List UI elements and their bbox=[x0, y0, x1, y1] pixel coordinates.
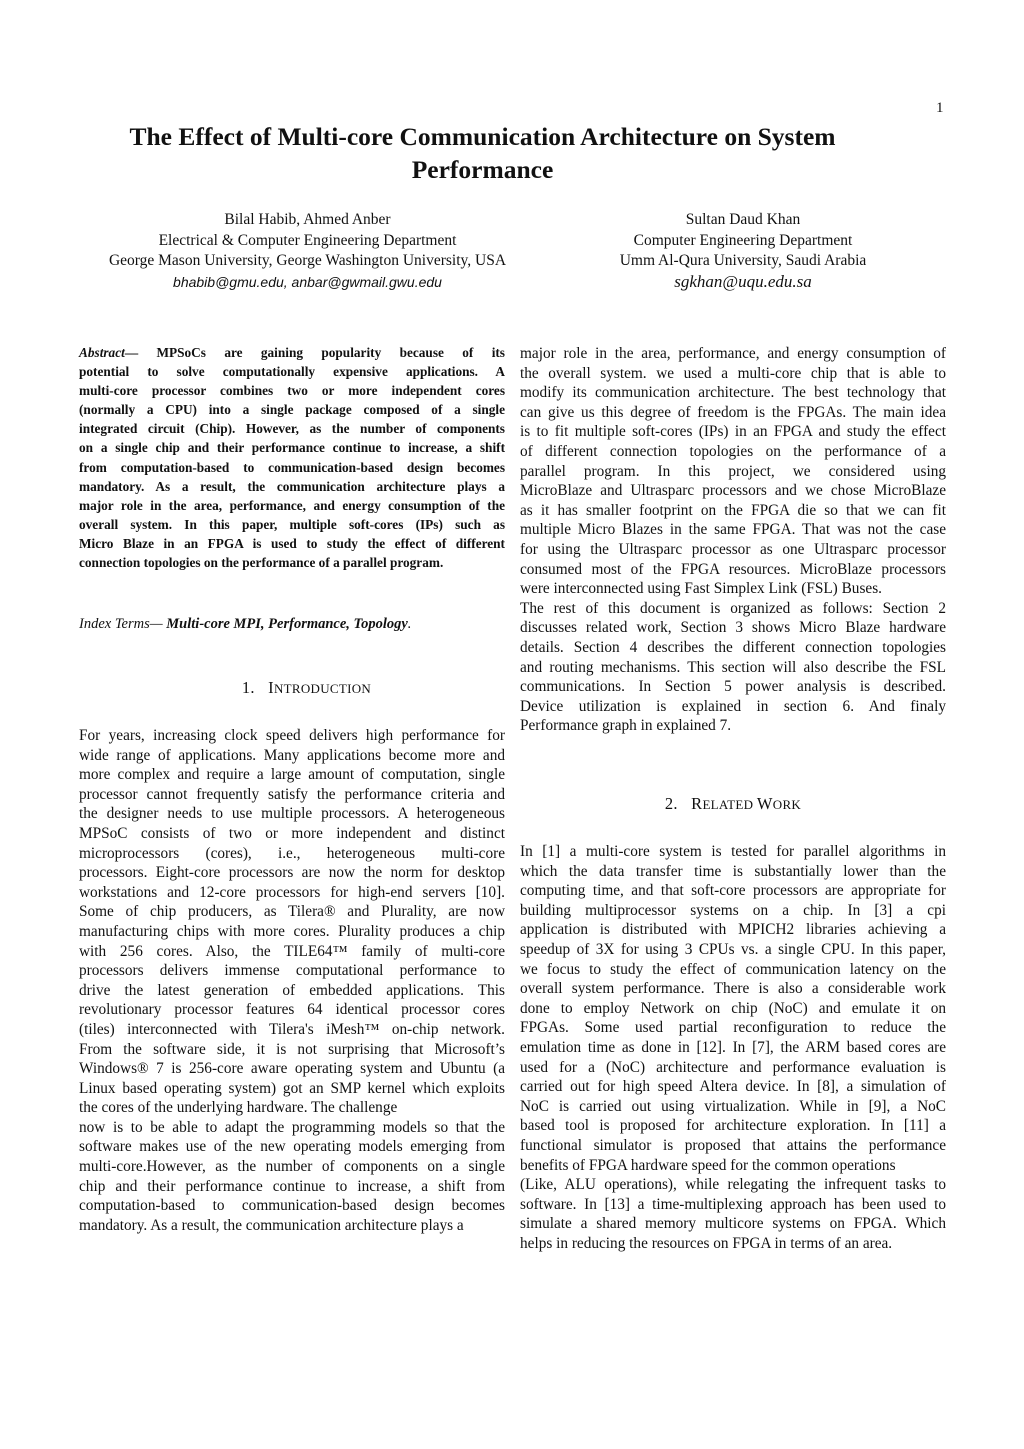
author-department: Computer Engineering Department bbox=[633, 231, 853, 249]
text-line: (normally a CPU) into a single package composed of a single bbox=[79, 402, 505, 418]
abstract-label: Abstract bbox=[79, 345, 125, 360]
author-block-left bbox=[60, 210, 555, 292]
text-line: NoC is carried out using virtualization. While in [9], a NoC bbox=[520, 1097, 946, 1115]
text-line: which the data transfer time is substantially lower than the bbox=[520, 862, 946, 880]
text-line: overall system performance. There is also a considerable work bbox=[520, 980, 946, 998]
text-line: emulation time as done in [12]. In [7], the ARM based cores are bbox=[520, 1038, 946, 1056]
section-title-rest: NTRODUCTION bbox=[273, 681, 372, 696]
index-terms-period: . bbox=[407, 616, 412, 632]
text-line: benefits of FPGA hardware speed for the common operations bbox=[520, 1156, 896, 1174]
text-line: building multiprocessor systems on a chip. In [3] a cpi bbox=[520, 901, 946, 919]
text-line: with 256 cores. Also, the TILE64™ family of multi-core bbox=[79, 942, 505, 960]
section-title-rest: ORK bbox=[772, 797, 802, 812]
text-line: Micro Blaze in an FPGA is used to study the effect of different bbox=[79, 535, 505, 551]
paper-title bbox=[60, 120, 905, 186]
author-affiliation: Umm Al-Qura University, Saudi Arabia bbox=[619, 252, 867, 269]
section-heading-introduction bbox=[79, 678, 534, 698]
author-email: sgkhan@uqu.edu.sa bbox=[674, 271, 812, 291]
text-line: wide range of applications. Many applications become more and bbox=[79, 746, 505, 764]
text-line: potential to solve computationally expensive applications. A bbox=[79, 364, 505, 380]
page-number: 1 bbox=[936, 100, 944, 116]
text-line: based tool is proposed for architecture exploration. In [11] a bbox=[520, 1117, 946, 1135]
text-line: Performance graph in explained 7. bbox=[520, 717, 732, 735]
text-line: were interconnected using Fast Simplex Link (FSL) Buses. bbox=[520, 580, 882, 598]
text-line: From the software side, it is not surprising that Microsoft’s bbox=[79, 1040, 505, 1058]
text-line: parallel program. In this project, we considered using bbox=[520, 462, 946, 480]
index-terms-list: Multi-core MPI, Performance, Topology bbox=[162, 616, 408, 632]
text-line: MPSoC consists of two or more independent and distinct bbox=[79, 824, 505, 842]
text-line: modify its communication architecture. The best technology that bbox=[520, 384, 946, 402]
text-line: carried out for high speed Altera device. In [8], a simulation of bbox=[520, 1078, 946, 1096]
text-line: application is distributed with MPICH2 libraries achieving a bbox=[520, 921, 946, 939]
text-line: done to employ Network on chip (NoC) and emulate it on bbox=[520, 999, 946, 1017]
text-line: processors. Eight-core processors are now the norm for desktop bbox=[79, 864, 505, 882]
text-line: mandatory. As a result, the communication architecture plays a bbox=[79, 1216, 464, 1234]
text-line: software makes use of the new operating models emerging from bbox=[79, 1138, 505, 1156]
text-line: multi-core.However, as the number of components on a single bbox=[79, 1158, 505, 1176]
abstract-first-line bbox=[79, 343, 505, 362]
text-line: the designer needs to use multiple processors. A heterogeneous bbox=[79, 805, 505, 823]
text-line: functional simulator is proposed that attains the performance bbox=[520, 1136, 946, 1154]
text-line: chip and their performance continue to increase, a shift from bbox=[79, 1177, 505, 1195]
text-line: speedup of 3X for using 3 CPUs vs. a single CPU. In this paper, bbox=[520, 940, 946, 958]
text-line: we focus to study the effect of communication latency on the bbox=[520, 960, 946, 978]
abstract-dash: — bbox=[124, 345, 157, 360]
author-names: Bilal Habib, Ahmed Anber bbox=[224, 211, 391, 228]
abstract-line: MPSoCs are gaining popularity because of its bbox=[156, 345, 505, 360]
text-line: now is to be able to adapt the programming models so that the bbox=[79, 1118, 505, 1136]
text-line: discusses related work, Section 3 shows Micro Blaze hardware bbox=[520, 619, 946, 637]
section-number: 2. bbox=[664, 794, 678, 813]
text-line: microprocessors (cores), i.e., heterogeneous multi-core bbox=[79, 844, 505, 862]
text-line: computation-based to communication-based design becomes bbox=[79, 1197, 505, 1215]
text-line: software. In [13] a time-multiplexing approach has been used to bbox=[520, 1195, 946, 1213]
text-line: (tiles) interconnected with Tilera's iMesh™ on-chip network. bbox=[79, 1020, 505, 1038]
section-title-rest: ELATED bbox=[702, 797, 757, 812]
abstract-lines bbox=[79, 362, 505, 572]
author-block-right bbox=[578, 210, 908, 292]
introduction-continued-text bbox=[520, 344, 946, 736]
text-line: as it has smaller footprint on the FPGA die so that we can fit bbox=[520, 501, 946, 519]
text-line: communications. In Section 5 power analysis is described. bbox=[520, 678, 946, 696]
text-line: workstations and 12-core processors for high-end servers [10]. bbox=[79, 883, 505, 901]
text-line: drive the latest generation of embedded applications. This bbox=[79, 981, 505, 999]
related-work-text bbox=[520, 842, 946, 1253]
text-line: overall system. In this paper, multiple soft-cores (IPs) such as bbox=[79, 516, 505, 532]
section-title-initial: I bbox=[268, 678, 274, 697]
author-department: Electrical & Computer Engineering Department bbox=[158, 231, 457, 249]
text-line: mandatory. As a result, the communication architecture plays a bbox=[79, 478, 505, 494]
text-line: used for a (NoC) architecture and performance evaluation is bbox=[520, 1058, 946, 1076]
author-names: Sultan Daud Khan bbox=[685, 211, 801, 228]
text-line: Device utilization is explained in section 6. And finaly bbox=[520, 697, 946, 715]
section-title-initial: W bbox=[756, 794, 773, 813]
text-line: major role in the area, performance, and energy consumption of the bbox=[79, 497, 505, 513]
index-terms bbox=[79, 616, 505, 633]
text-line: consumed most of the FPGA resources. MicroBlaze processors bbox=[520, 560, 946, 578]
text-line: connection topologies on the performance of a parallel program. bbox=[79, 555, 444, 571]
abstract bbox=[79, 343, 505, 572]
text-line: For years, increasing clock speed delivers high performance for bbox=[79, 727, 505, 744]
text-line: simulate a shared memory multicore systems on FPGA. Which bbox=[520, 1215, 946, 1233]
text-line: multiple Micro Blazes in the same FPGA. That was not the case bbox=[520, 521, 946, 539]
text-line: from computation-based to communication-based design becomes bbox=[79, 459, 505, 475]
text-line: major role in the area, performance, and energy consumption of bbox=[520, 345, 946, 362]
text-line: integrated circuit (Chip). However, as the number of components bbox=[79, 421, 505, 437]
text-line: is to fit multiple soft-cores (IPs) in an FPGA and study the effect bbox=[520, 423, 946, 441]
text-line: processors delivers immense computational performance to bbox=[79, 962, 505, 980]
text-line: the overall system. we used a multi-core chip that is able to bbox=[520, 364, 946, 382]
text-line: the cores of the underlying hardware. The challenge bbox=[79, 1099, 398, 1117]
text-line: revolutionary processor features 64 identical processor cores bbox=[79, 1001, 505, 1019]
text-line: MicroBlaze and Ultrasparc processors and we chose MicroBlaze bbox=[520, 482, 946, 500]
text-line: of different connection topologies on the performance of a bbox=[520, 442, 946, 460]
text-line: Some of chip producers, as Tilera® and Plurality, are now bbox=[79, 903, 505, 921]
text-line: details. Section 4 describes the different connection topologies bbox=[520, 638, 946, 656]
title-line: Performance bbox=[411, 155, 554, 184]
section-number: 1. bbox=[241, 678, 255, 697]
index-terms-label: Index Terms— bbox=[79, 616, 163, 632]
text-line: multi-core processor combines two or more independent cores bbox=[79, 383, 505, 399]
text-line: helps in reducing the resources on FPGA in terms of an area. bbox=[520, 1234, 893, 1252]
section-title-initial: R bbox=[691, 794, 703, 813]
text-line: and routing mechanisms. This section will also describe the FSL bbox=[520, 658, 946, 676]
text-line: computing time, and that soft-core processors are appropriate for bbox=[520, 882, 946, 900]
title-line: The Effect of Multi-core Communication Architecture on System bbox=[129, 122, 836, 151]
text-line: manufacturing chips with more cores. Plurality produces a chip bbox=[79, 922, 505, 940]
introduction-text bbox=[79, 726, 505, 1235]
text-line: more complex and require a large amount of computation, single bbox=[79, 766, 505, 784]
text-line: can give us this degree of freedom is the FPGAs. The main idea bbox=[520, 403, 946, 421]
text-line: on a single chip and their performance continue to increase, a shift bbox=[79, 440, 505, 456]
text-line: FPGAs. Some used partial reconfiguration to reduce the bbox=[520, 1019, 946, 1037]
text-line: In [1] a multi-core system is tested for parallel algorithms in bbox=[520, 843, 946, 860]
text-line: processor cannot frequently satisfy the performance criteria and bbox=[79, 785, 505, 803]
author-affiliation: George Mason University, George Washington University, USA bbox=[108, 252, 507, 269]
text-line: Windows® 7 is 256-core aware operating system and Ubuntu (a bbox=[79, 1060, 505, 1078]
text-line: Linux based operating system) got an SMP kernel which exploits bbox=[79, 1079, 505, 1097]
text-line: The rest of this document is organized as follows: Section 2 bbox=[520, 599, 946, 617]
section-heading-related-work bbox=[520, 794, 946, 814]
author-email: bhabib@gmu.edu, anbar@gwmail.gwu.edu bbox=[173, 273, 442, 290]
text-line: (Like, ALU operations), while relegating the infrequent tasks to bbox=[520, 1176, 946, 1194]
text-line: for using the Ultrasparc processor as one Ultrasparc processor bbox=[520, 540, 946, 558]
